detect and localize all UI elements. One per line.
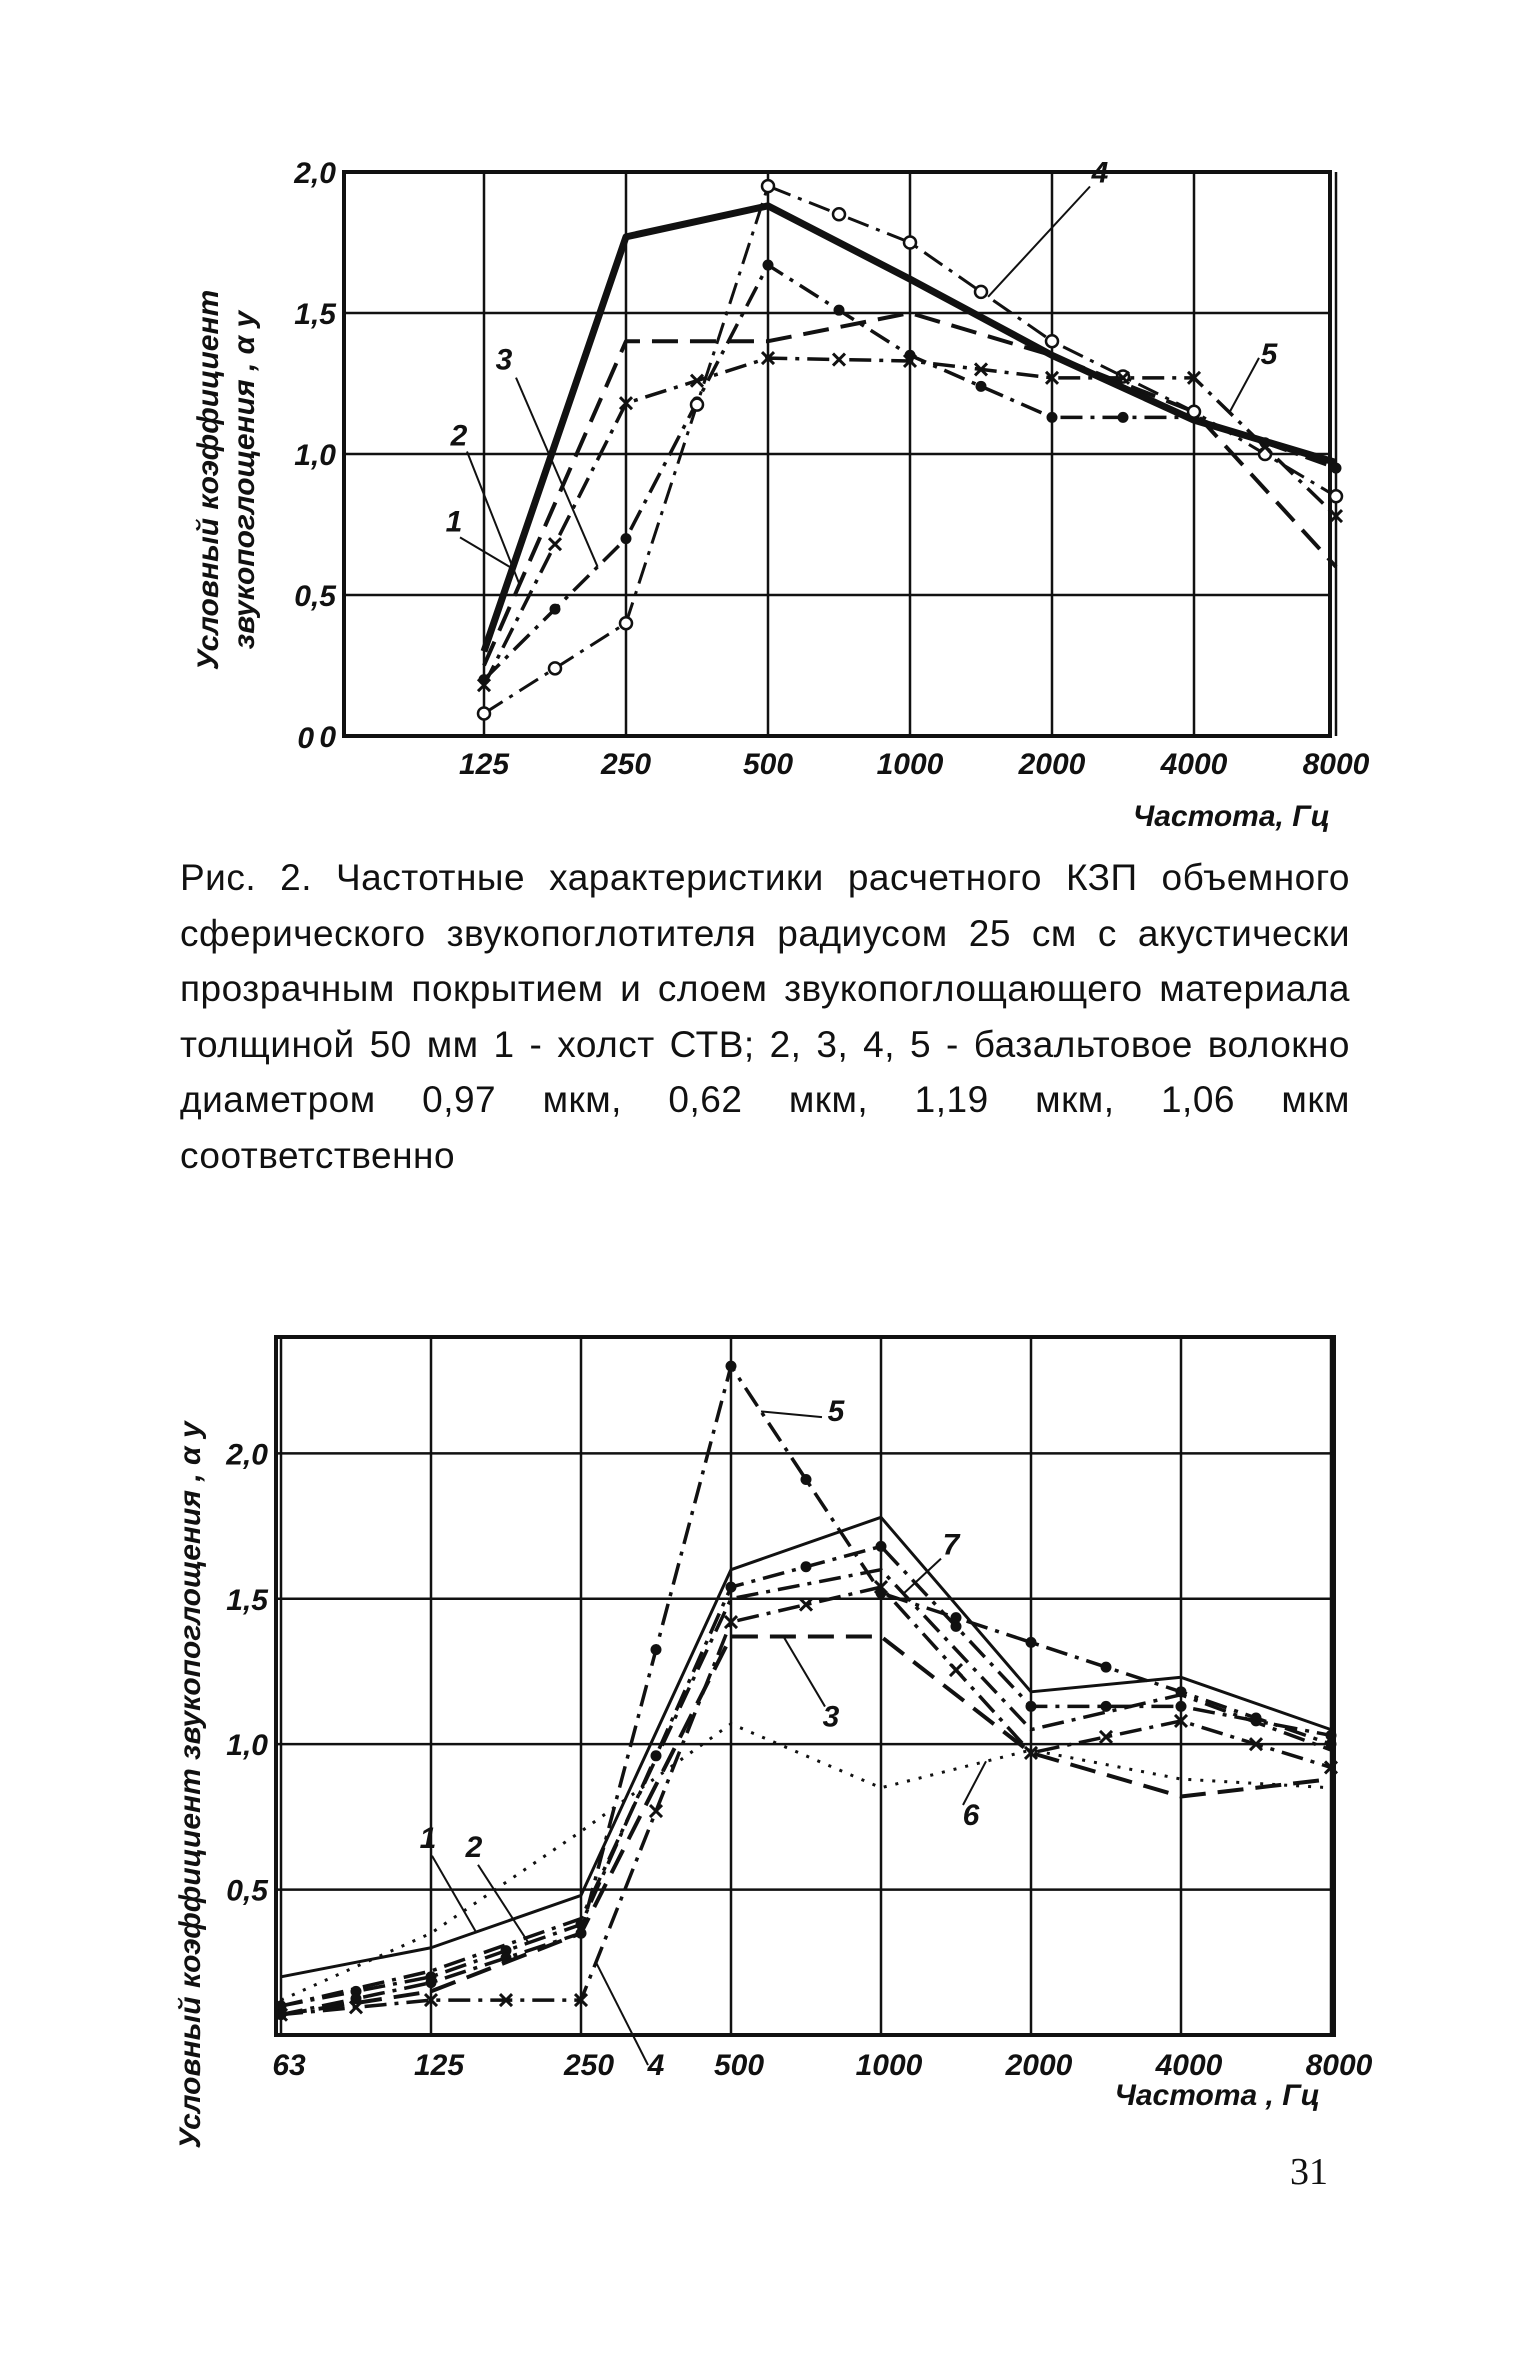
series-label-3: 3 bbox=[495, 343, 513, 377]
series-label-2: 2 bbox=[465, 1830, 483, 1864]
series-4-marker bbox=[1330, 490, 1342, 502]
series-3-marker bbox=[621, 533, 632, 544]
x-tick-label: 500 bbox=[713, 2049, 765, 2082]
series-2-marker bbox=[876, 1541, 887, 1552]
series-3-marker bbox=[763, 260, 774, 271]
page-number: 31 bbox=[1290, 2151, 1328, 2193]
series-label-leader-3 bbox=[516, 378, 598, 567]
series-5-marker bbox=[833, 354, 845, 366]
chart-2-series bbox=[275, 1361, 1337, 2021]
chart-1-grid bbox=[344, 172, 1336, 736]
series-3-marker bbox=[1331, 463, 1342, 474]
y-tick-label: 2,0 bbox=[294, 157, 336, 190]
series-label-leader-3 bbox=[784, 1637, 826, 1707]
series-4-marker bbox=[833, 208, 845, 220]
series-2-marker bbox=[1176, 1701, 1187, 1712]
x-tick-label: 250 bbox=[563, 2049, 615, 2082]
series-5-marker bbox=[951, 1612, 962, 1623]
x-tick-label: 250 bbox=[600, 748, 652, 781]
series-label-leader-4 bbox=[988, 187, 1090, 297]
series-5-marker bbox=[801, 1474, 812, 1485]
chart-2-series-labels bbox=[420, 1395, 986, 2082]
series-3-marker bbox=[550, 604, 561, 615]
series-4-marker bbox=[904, 237, 916, 249]
chart-2-xlabel: Частота , Гц bbox=[1114, 2079, 1320, 2112]
chart-1-xlabel: Частота, Гц bbox=[1132, 800, 1330, 833]
series-label-leader-2 bbox=[478, 1865, 529, 1943]
y-tick-label: 2,0 bbox=[226, 1438, 268, 1472]
series-5-marker bbox=[576, 1928, 587, 1939]
series-5-marker bbox=[351, 1993, 362, 2004]
series-label-leader-5 bbox=[761, 1411, 822, 1417]
chart-1 bbox=[0, 0, 1536, 840]
series-2-marker bbox=[1101, 1701, 1112, 1712]
series-label-leader-1 bbox=[432, 1856, 476, 1932]
series-3-marker bbox=[834, 305, 845, 316]
series-5-marker bbox=[726, 1361, 737, 1372]
x-tick-label: 8000 bbox=[1305, 2049, 1373, 2082]
chart-2-ylabel: Условный коэффициент звукопоглощения , α у bbox=[174, 1421, 207, 2149]
series-5-marker bbox=[876, 1587, 887, 1598]
series-line-6 bbox=[281, 1724, 1331, 2000]
series-label-6: 6 bbox=[962, 1798, 980, 1832]
x-tick-label: 4000 bbox=[1160, 748, 1228, 781]
series-5-marker bbox=[651, 1644, 662, 1655]
series-label-1: 1 bbox=[445, 505, 463, 539]
series-label-7: 7 bbox=[942, 1528, 960, 1562]
series-5-marker bbox=[549, 538, 561, 550]
chart-2 bbox=[0, 1280, 1536, 2180]
x-origin-label: 0 bbox=[297, 722, 314, 755]
series-5-marker bbox=[276, 2009, 287, 2020]
x-tick-label: 125 bbox=[458, 748, 510, 781]
chart-2-ticks bbox=[225, 1438, 1372, 2082]
series-4-marker bbox=[620, 617, 632, 629]
x-tick-label: 1000 bbox=[855, 2049, 923, 2082]
series-3-marker bbox=[976, 381, 987, 392]
series-line-3 bbox=[281, 1637, 1331, 2015]
series-5-marker bbox=[1026, 1637, 1037, 1648]
x-tick-label: 1000 bbox=[876, 748, 944, 781]
series-label-5: 5 bbox=[827, 1395, 845, 1429]
x-tick-label: 125 bbox=[413, 2049, 465, 2082]
chart-1-series-labels bbox=[446, 157, 1279, 585]
series-label-leader-1 bbox=[460, 537, 512, 568]
series-label-leader-2 bbox=[467, 452, 520, 585]
y-tick-label: 1,0 bbox=[226, 1729, 268, 1763]
series-line-2 bbox=[281, 1546, 1331, 2006]
series-label-3: 3 bbox=[822, 1700, 840, 1734]
y-tick-label: 1,0 bbox=[294, 439, 336, 472]
series-4-marker bbox=[549, 662, 561, 674]
y-tick-label: 0,5 bbox=[294, 580, 336, 613]
figure-caption: Рис. 2. Частотные характеристики расчетного КЗП объемного сферического звукопоглотителя радиусом 25 см с акустически прозрачным покрытием и слоем звукопоглощающего материала толщиной 50 мм 1 - холст СТВ; 2, 3, 4, 5 - базальтовое волокно диаметром 0,97 мкм, 0,62 мкм, 1,19 мкм, 1,06 мкм соответственно bbox=[180, 857, 1350, 1176]
x-tick-label: 2000 bbox=[1005, 2049, 1073, 2082]
series-4-marker bbox=[975, 286, 987, 298]
series-3-marker bbox=[1118, 412, 1129, 423]
series-4-marker bbox=[478, 707, 490, 719]
series-5-marker bbox=[501, 1952, 512, 1963]
series-label-4: 4 bbox=[1091, 156, 1109, 190]
series-label-2: 2 bbox=[450, 419, 468, 453]
series-label-4: 4 bbox=[647, 2049, 665, 2083]
x-tick-label: 500 bbox=[742, 748, 794, 781]
series-4-marker bbox=[762, 180, 774, 192]
series-4-marker bbox=[691, 399, 703, 411]
y-tick-label: 1,5 bbox=[294, 298, 336, 331]
series-3-marker bbox=[1047, 412, 1058, 423]
series-label-leader-5 bbox=[1230, 358, 1260, 413]
series-label-1: 1 bbox=[419, 1821, 437, 1855]
y-tick-label: 1,5 bbox=[226, 1583, 268, 1617]
series-2-marker bbox=[1026, 1701, 1037, 1712]
chart-1-ticks bbox=[293, 157, 1369, 781]
series-label-5: 5 bbox=[1260, 337, 1278, 371]
x-tick-label: 4000 bbox=[1155, 2049, 1223, 2082]
series-line-4 bbox=[281, 1587, 1331, 2015]
series-line-5 bbox=[281, 1366, 1331, 2015]
series-line-1 bbox=[281, 1517, 1331, 1977]
x-tick-label: 63 bbox=[272, 2049, 306, 2082]
x-tick-label: 2000 bbox=[1018, 748, 1086, 781]
y-tick-label: 0,5 bbox=[226, 1874, 268, 1908]
series-4-marker bbox=[1046, 335, 1058, 347]
series-2-marker bbox=[801, 1561, 812, 1572]
y-tick-label: 0 bbox=[319, 721, 336, 754]
series-4-marker bbox=[1188, 406, 1200, 418]
chart-1-ylabel-line1: Условный коэффициент bbox=[192, 289, 225, 671]
chart-1-ylabel-line2: звукопоглощения , α у bbox=[228, 310, 261, 650]
series-4-marker bbox=[950, 1664, 962, 1676]
series-5-marker bbox=[426, 1977, 437, 1988]
x-tick-label: 8000 bbox=[1302, 748, 1370, 781]
series-line-7 bbox=[281, 1570, 1331, 2006]
series-5-marker bbox=[1101, 1662, 1112, 1673]
series-2-marker bbox=[726, 1582, 737, 1593]
